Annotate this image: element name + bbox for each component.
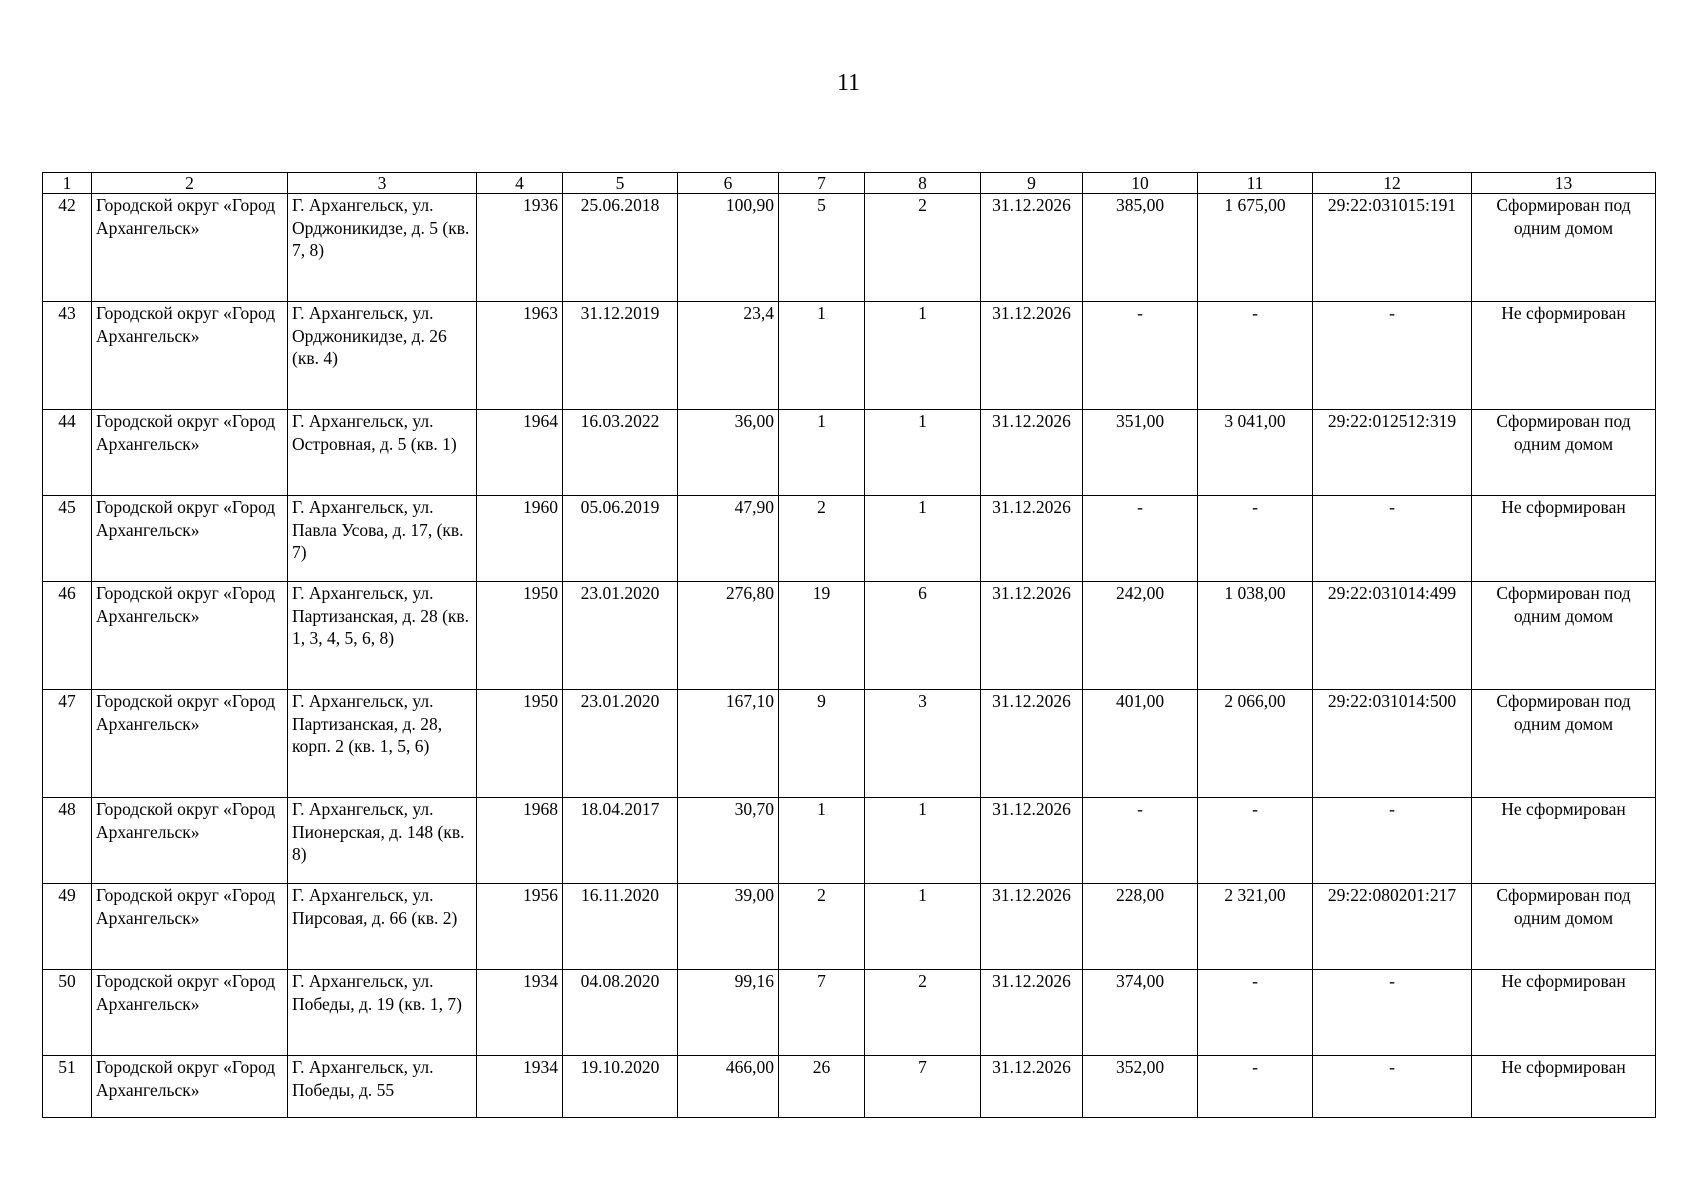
date-cell: 16.03.2022 — [563, 410, 678, 496]
column-header: 1 — [43, 173, 92, 194]
year-cell: 1934 — [477, 1056, 563, 1118]
row-number: 49 — [43, 884, 92, 970]
year-cell: 1963 — [477, 302, 563, 410]
row-number: 50 — [43, 970, 92, 1056]
area-cell: 276,80 — [678, 582, 779, 690]
deadline-cell: 31.12.2026 — [981, 496, 1083, 582]
municipality-cell: Городской округ «Город Архангельск» — [92, 410, 288, 496]
page-number: 11 — [836, 70, 861, 96]
col11-cell: 1 038,00 — [1198, 582, 1313, 690]
table-row — [43, 690, 1656, 798]
col8-cell: 3 — [865, 690, 981, 798]
status-cell: Не сформирован — [1472, 798, 1656, 884]
column-header: 10 — [1083, 173, 1198, 194]
col8-cell: 1 — [865, 798, 981, 884]
address-cell: Г. Архангельск, ул. Орджоникидзе, д. 5 (кв. 7, 8) — [288, 194, 477, 302]
col10-cell: 401,00 — [1083, 690, 1198, 798]
cadastral-cell: 29:22:031015:191 — [1313, 194, 1472, 302]
year-cell: 1960 — [477, 496, 563, 582]
area-cell: 167,10 — [678, 690, 779, 798]
year-cell: 1934 — [477, 970, 563, 1056]
col11-cell: - — [1198, 798, 1313, 884]
table-row — [43, 582, 1656, 690]
col11-cell: - — [1198, 970, 1313, 1056]
cadastral-cell: - — [1313, 496, 1472, 582]
status-cell: Не сформирован — [1472, 496, 1656, 582]
address-cell: Г. Архангельск, ул. Орджоникидзе, д. 26 (кв. 4) — [288, 302, 477, 410]
col11-cell: - — [1198, 496, 1313, 582]
col8-cell: 6 — [865, 582, 981, 690]
column-header: 13 — [1472, 173, 1656, 194]
col10-cell: 352,00 — [1083, 1056, 1198, 1118]
deadline-cell: 31.12.2026 — [981, 884, 1083, 970]
year-cell: 1950 — [477, 582, 563, 690]
table-row — [43, 1056, 1656, 1118]
municipality-cell: Городской округ «Город Архангельск» — [92, 582, 288, 690]
cadastral-cell: - — [1313, 302, 1472, 410]
area-cell: 99,16 — [678, 970, 779, 1056]
cadastral-cell: - — [1313, 1056, 1472, 1118]
column-header: 11 — [1198, 173, 1313, 194]
cadastral-cell: 29:22:012512:319 — [1313, 410, 1472, 496]
date-cell: 05.06.2019 — [563, 496, 678, 582]
area-cell: 100,90 — [678, 194, 779, 302]
deadline-cell: 31.12.2026 — [981, 798, 1083, 884]
col10-cell: - — [1083, 496, 1198, 582]
date-cell: 04.08.2020 — [563, 970, 678, 1056]
col11-cell: - — [1198, 1056, 1313, 1118]
cadastral-cell: 29:22:080201:217 — [1313, 884, 1472, 970]
col8-cell: 7 — [865, 1056, 981, 1118]
col7-cell: 2 — [779, 884, 865, 970]
date-cell: 18.04.2017 — [563, 798, 678, 884]
table-row — [43, 884, 1656, 970]
column-header: 6 — [678, 173, 779, 194]
col8-cell: 2 — [865, 194, 981, 302]
col10-cell: 351,00 — [1083, 410, 1198, 496]
address-cell: Г. Архангельск, ул. Победы, д. 55 — [288, 1056, 477, 1118]
column-header: 3 — [288, 173, 477, 194]
deadline-cell: 31.12.2026 — [981, 970, 1083, 1056]
col10-cell: 385,00 — [1083, 194, 1198, 302]
date-cell: 16.11.2020 — [563, 884, 678, 970]
deadline-cell: 31.12.2026 — [981, 410, 1083, 496]
municipality-cell: Городской округ «Город Архангельск» — [92, 798, 288, 884]
date-cell: 31.12.2019 — [563, 302, 678, 410]
col11-cell: 1 675,00 — [1198, 194, 1313, 302]
row-number: 51 — [43, 1056, 92, 1118]
col8-cell: 2 — [865, 970, 981, 1056]
table-row — [43, 410, 1656, 496]
table-row — [43, 302, 1656, 410]
status-cell: Сформирован под одним домом — [1472, 410, 1656, 496]
area-cell: 36,00 — [678, 410, 779, 496]
status-cell: Не сформирован — [1472, 970, 1656, 1056]
table-row — [43, 798, 1656, 884]
row-number: 45 — [43, 496, 92, 582]
year-cell: 1968 — [477, 798, 563, 884]
address-cell: Г. Архангельск, ул. Пирсовая, д. 66 (кв. 2) — [288, 884, 477, 970]
address-cell: Г. Архангельск, ул. Островная, д. 5 (кв. 1) — [288, 410, 477, 496]
status-cell: Не сформирован — [1472, 302, 1656, 410]
col8-cell: 1 — [865, 496, 981, 582]
deadline-cell: 31.12.2026 — [981, 302, 1083, 410]
column-header: 7 — [779, 173, 865, 194]
year-cell: 1964 — [477, 410, 563, 496]
deadline-cell: 31.12.2026 — [981, 690, 1083, 798]
municipality-cell: Городской округ «Город Архангельск» — [92, 884, 288, 970]
col10-cell: - — [1083, 798, 1198, 884]
status-cell: Сформирован под одним домом — [1472, 582, 1656, 690]
status-cell: Сформирован под одним домом — [1472, 690, 1656, 798]
date-cell: 23.01.2020 — [563, 582, 678, 690]
cadastral-cell: 29:22:031014:500 — [1313, 690, 1472, 798]
header-row — [43, 173, 1656, 194]
address-cell: Г. Архангельск, ул. Павла Усова, д. 17, (кв. 7) — [288, 496, 477, 582]
row-number: 44 — [43, 410, 92, 496]
column-header: 9 — [981, 173, 1083, 194]
column-header: 2 — [92, 173, 288, 194]
col7-cell: 5 — [779, 194, 865, 302]
municipality-cell: Городской округ «Город Архангельск» — [92, 496, 288, 582]
col7-cell: 2 — [779, 496, 865, 582]
row-number: 42 — [43, 194, 92, 302]
status-cell: Сформирован под одним домом — [1472, 884, 1656, 970]
col7-cell: 7 — [779, 970, 865, 1056]
date-cell: 19.10.2020 — [563, 1056, 678, 1118]
status-cell: Не сформирован — [1472, 1056, 1656, 1118]
col10-cell: 242,00 — [1083, 582, 1198, 690]
col7-cell: 1 — [779, 798, 865, 884]
municipality-cell: Городской округ «Город Архангельск» — [92, 970, 288, 1056]
date-cell: 23.01.2020 — [563, 690, 678, 798]
deadline-cell: 31.12.2026 — [981, 582, 1083, 690]
col11-cell: - — [1198, 302, 1313, 410]
address-cell: Г. Архангельск, ул. Партизанская, д. 28 (кв. 1, 3, 4, 5, 6, 8) — [288, 582, 477, 690]
address-cell: Г. Архангельск, ул. Победы, д. 19 (кв. 1, 7) — [288, 970, 477, 1056]
column-header: 5 — [563, 173, 678, 194]
area-cell: 47,90 — [678, 496, 779, 582]
col7-cell: 26 — [779, 1056, 865, 1118]
table-row — [43, 496, 1656, 582]
row-number: 43 — [43, 302, 92, 410]
area-cell: 30,70 — [678, 798, 779, 884]
col7-cell: 1 — [779, 410, 865, 496]
row-number: 46 — [43, 582, 92, 690]
status-cell: Сформирован под одним домом — [1472, 194, 1656, 302]
year-cell: 1950 — [477, 690, 563, 798]
column-header: 12 — [1313, 173, 1472, 194]
table-row — [43, 194, 1656, 302]
deadline-cell: 31.12.2026 — [981, 194, 1083, 302]
row-number: 48 — [43, 798, 92, 884]
column-header: 4 — [477, 173, 563, 194]
column-header: 8 — [865, 173, 981, 194]
area-cell: 39,00 — [678, 884, 779, 970]
col10-cell: 228,00 — [1083, 884, 1198, 970]
cadastral-cell: - — [1313, 970, 1472, 1056]
col8-cell: 1 — [865, 410, 981, 496]
registry-table — [42, 172, 1656, 1118]
cadastral-cell: - — [1313, 798, 1472, 884]
table-row — [43, 970, 1656, 1056]
col7-cell: 1 — [779, 302, 865, 410]
area-cell: 23,4 — [678, 302, 779, 410]
date-cell: 25.06.2018 — [563, 194, 678, 302]
col11-cell: 2 321,00 — [1198, 884, 1313, 970]
deadline-cell: 31.12.2026 — [981, 1056, 1083, 1118]
col11-cell: 3 041,00 — [1198, 410, 1313, 496]
col7-cell: 19 — [779, 582, 865, 690]
row-number: 47 — [43, 690, 92, 798]
col8-cell: 1 — [865, 884, 981, 970]
col11-cell: 2 066,00 — [1198, 690, 1313, 798]
col10-cell: - — [1083, 302, 1198, 410]
cadastral-cell: 29:22:031014:499 — [1313, 582, 1472, 690]
col8-cell: 1 — [865, 302, 981, 410]
municipality-cell: Городской округ «Город Архангельск» — [92, 302, 288, 410]
address-cell: Г. Архангельск, ул. Партизанская, д. 28, корп. 2 (кв. 1, 5, 6) — [288, 690, 477, 798]
col7-cell: 9 — [779, 690, 865, 798]
year-cell: 1936 — [477, 194, 563, 302]
year-cell: 1956 — [477, 884, 563, 970]
municipality-cell: Городской округ «Город Архангельск» — [92, 690, 288, 798]
col10-cell: 374,00 — [1083, 970, 1198, 1056]
area-cell: 466,00 — [678, 1056, 779, 1118]
address-cell: Г. Архангельск, ул. Пионерская, д. 148 (кв. 8) — [288, 798, 477, 884]
municipality-cell: Городской округ «Город Архангельск» — [92, 1056, 288, 1118]
municipality-cell: Городской округ «Город Архангельск» — [92, 194, 288, 302]
